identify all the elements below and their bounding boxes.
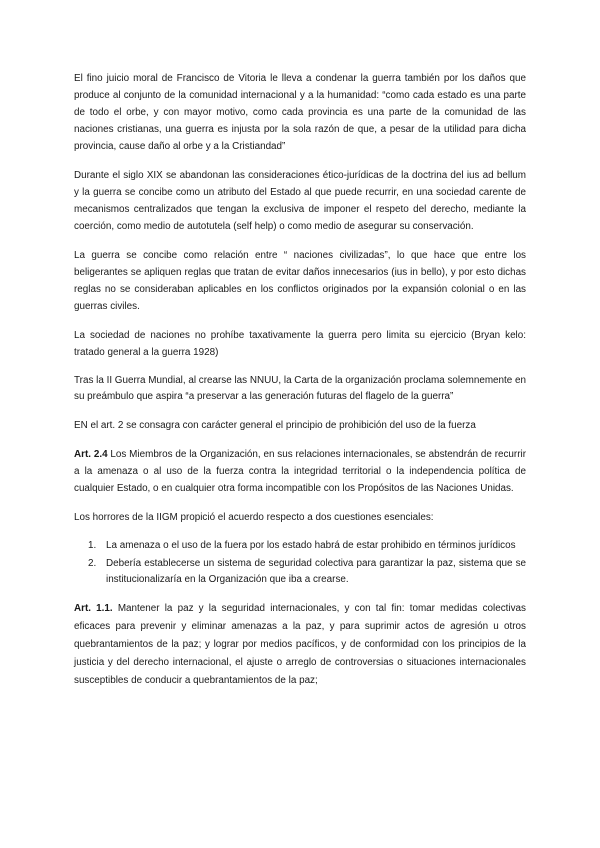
paragraph-art-1-1 (74, 600, 526, 690)
paragraph-art2: EN el art. 2 se consagra con carácter general el principio de prohibición del uso de la fuerza (74, 420, 476, 431)
paragraph-nnuu: Tras la II Guerra Mundial, al crearse las NNUU, la Carta de la organización proclama solemnemente en su preámbulo que aspira “a preservar a las generación futuras del flagelo de la guerra” (74, 375, 526, 402)
article-text: Mantener la paz y la seguridad internacionales, y con tal fin: tomar medidas colectivas eficaces para prevenir y eliminar amenazas a la paz, y para suprimir actos de agresión u otros quebrantamientos de la paz; y lograr por medios pacíficos, y de conformidad con los principios de la justicia y del derecho internacional, el ajuste o arreglo de controversias o situaciones internacionales susceptibles de conducir a quebrantamientos de la paz; (74, 603, 526, 686)
list-item-number: 2. (88, 558, 97, 569)
document-page (74, 70, 526, 702)
list-item-number: 1. (88, 540, 97, 551)
paragraph-art-2-4 (74, 446, 526, 497)
paragraph-vitoria: El fino juicio moral de Francisco de Vitoria le lleva a condenar la guerra también por los daños que produce al conjunto de la comunidad internacional y a la humanidad: “como cada estado es una parte de todo el orbe, y con mayor motivo, como cada provincia es una parte de la comunidad de las naciones cristianas, una guerra es injusta por la sola razón de que, a pesar de la utilidad para dicha provincia, cause daño al orbe y a la Cristiandad” (74, 73, 526, 152)
list-item-text: La amenaza o el uso de la fuera por los estado habrá de estar prohibido en términos jurídicos (106, 540, 516, 551)
list-item-text: Debería establecerse un sistema de seguridad colectiva para garantizar la paz, sistema que se institucionalizaría en la Organización que iba a crearse. (106, 558, 526, 585)
paragraph-naciones-civilizadas: La guerra se concibe como relación entre “ naciones civilizadas”, lo que hace que entre los beligerantes se apliquen reglas que tratan de evitar daños innecesarios (ius in bello), y por esto dichas reglas no se consideraban aplicables en los conflictos originados por la expansión colonial o en las guerras civiles. (74, 250, 526, 312)
list-item (74, 556, 526, 588)
article-label: Art. 2.4 (74, 449, 108, 460)
list-item (74, 538, 526, 554)
paragraph-sociedad-naciones: La sociedad de naciones no prohíbe taxativamente la guerra pero limita su ejercicio (Bryan kelo: tratado general a la guerra 1928) (74, 330, 526, 358)
numbered-list (74, 538, 526, 588)
article-label: Art. 1.1. (74, 603, 113, 614)
paragraph-siglo-xix: Durante el siglo XIX se abandonan las consideraciones ético-jurídicas de la doctrina del ius ad bellum y la guerra se concibe como un atributo del Estado al que puede recurrir, en una sociedad carente de mecanismos centralizados que tengan la exclusiva de imponer el respeto del derecho, mediante la coerción, como medio de autotutela (self help) o como medio de asegurar su conservación. (74, 170, 526, 232)
paragraph-horrores: Los horrores de la IIGM propició el acuerdo respecto a dos cuestiones esenciales: (74, 512, 434, 523)
article-text: Los Miembros de la Organización, en sus relaciones internacionales, se abstendrán de recurrir a la amenaza o al uso de la fuerza contra la integridad territorial o la independencia política de cualquier Estado, o en cualquier otra forma incompatible con los Propósitos de las Naciones Unidas. (74, 449, 526, 494)
